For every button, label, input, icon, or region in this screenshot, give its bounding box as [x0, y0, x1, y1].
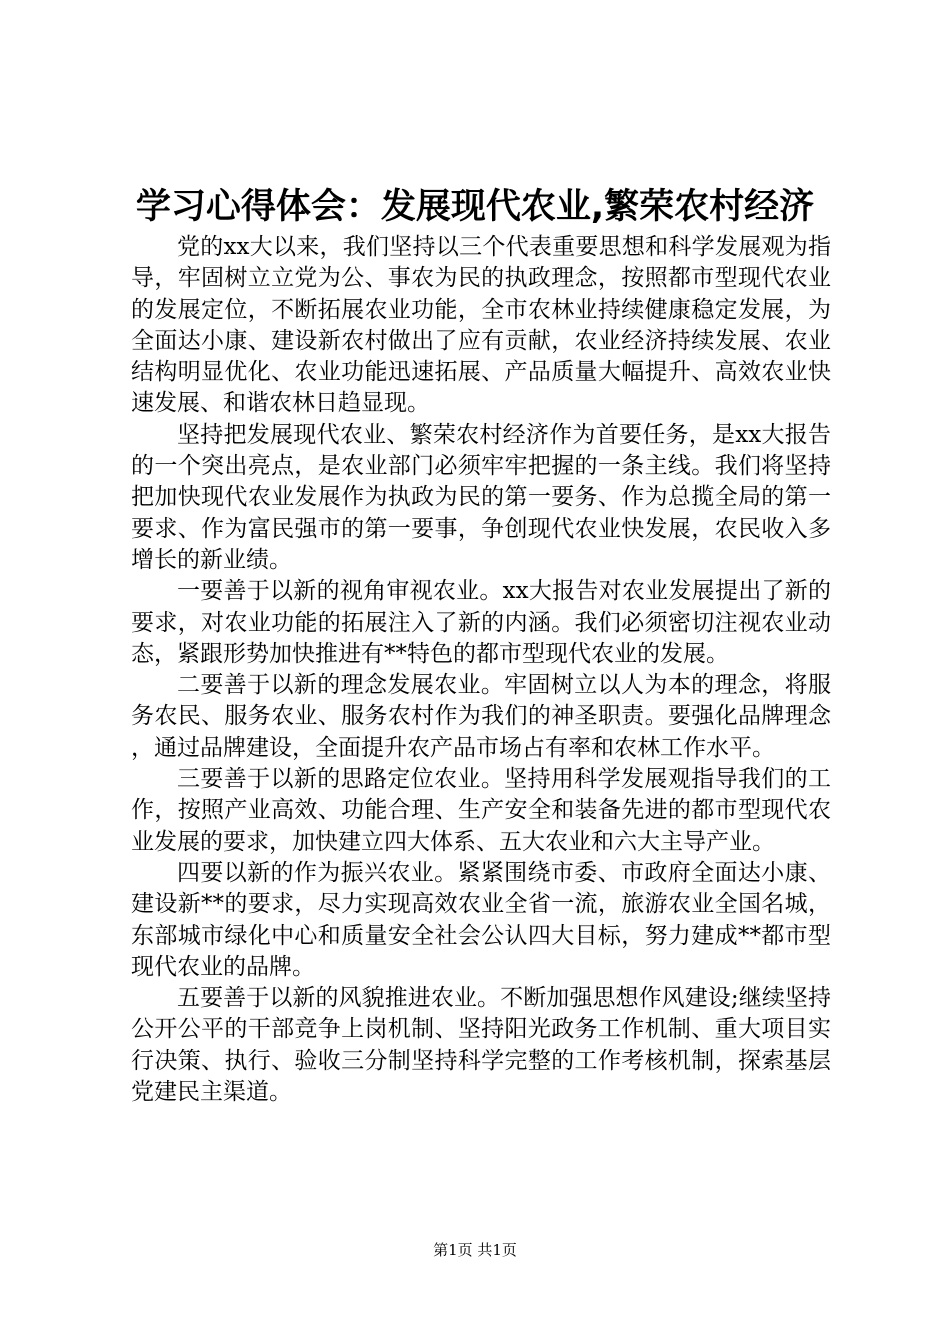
paragraph-4: 二要善于以新的理念发展农业。牢固树立以人为本的理念，将服务农民、服务农业、服务农村作为我们的神圣职责。要强化品牌理念，通过品牌建设，全面提升农产品市场占有率和农林工作水平。: [131, 672, 831, 761]
paragraph-6: 四要以新的作为振兴农业。紧紧围绕市委、市政府全面达小康、建设新**的要求，尽力实现高效农业全省一流，旅游农业全国名城，东部城市绿化中心和质量安全社会公认四大目标，努力建成**都市型现代农业的品牌。: [131, 859, 831, 980]
document-title: 学习心得体会：发展现代农业,繁荣农村经济: [135, 187, 815, 227]
paragraph-1: 党的xx大以来，我们坚持以三个代表重要思想和科学发展观为指导，牢固树立立党为公、事农为民的执政理念，按照都市型现代农业的发展定位，不断拓展农业功能，全市农林业持续健康稳定发展，为全面达小康、建设新农村做出了应有贡献，农业经济持续发展、农业结构明显优化、农业功能迅速拓展、产品质量大幅提升、高效农业快速发展、和谐农林日趋显现。: [131, 234, 831, 417]
paragraph-7: 五要善于以新的风貌推进农业。不断加强思想作风建设;继续坚持公开公平的干部竞争上岗机制、坚持阳光政务工作机制、重大项目实行决策、执行、验收三分制坚持科学完整的工作考核机制，探索基层党建民主渠道。: [131, 985, 831, 1106]
paragraph-3: 一要善于以新的视角审视农业。xx大报告对农业发展提出了新的要求，对农业功能的拓展注入了新的内涵。我们必须密切注视农业动态，紧跟形势加快推进有**特色的都市型现代农业的发展。: [131, 578, 831, 667]
paragraph-5: 三要善于以新的思路定位农业。坚持用科学发展观指导我们的工作，按照产业高效、功能合理、生产安全和装备先进的都市型现代农业发展的要求，加快建立四大体系、五大农业和六大主导产业。: [131, 766, 831, 855]
paragraph-2: 坚持把发展现代农业、繁荣农村经济作为首要任务，是xx大报告的一个突出亮点，是农业部门必须牢牢把握的一条主线。我们将坚持把加快现代农业发展作为执政为民的第一要务、作为总揽全局的第一要求、作为富民强市的第一要事，争创现代农业快发展，农民收入多增长的新业绩。: [131, 421, 831, 573]
document-body: [131, 232, 831, 1108]
page-number-footer: 第1页 共1页: [433, 1241, 517, 1259]
